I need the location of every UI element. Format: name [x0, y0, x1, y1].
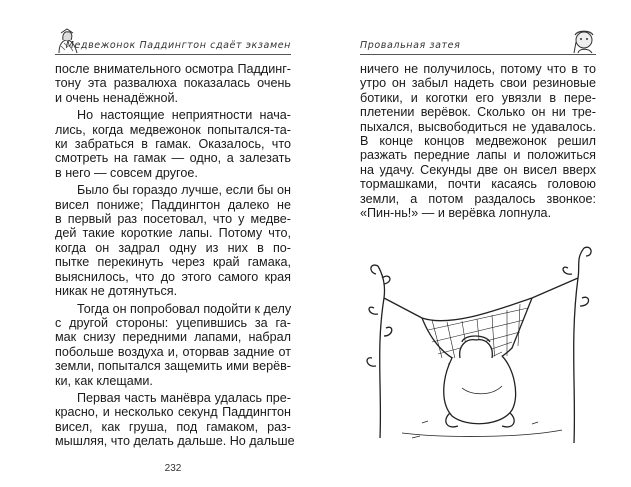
text-line: в него — совсем другое.: [55, 165, 198, 180]
running-header: [360, 30, 596, 55]
text-line: мак снизу передними лапами, набрал: [55, 330, 291, 345]
right-page: [360, 0, 596, 487]
page-text: [55, 62, 295, 452]
text-line: и очень ненадёжной.: [55, 90, 179, 105]
text-line: плетении верёвок. Сколько он ни тре-: [360, 105, 596, 120]
text-line: никак не дотянуться.: [55, 284, 178, 299]
bear-vignette-icon: [570, 28, 596, 54]
text-line: пыхался, высвободиться не удавалось.: [360, 119, 596, 134]
text-line: после внимательного осмотра Паддинг-: [55, 62, 291, 76]
text-line: когда он задрал одну из них в по-: [55, 240, 291, 255]
paragraph: [55, 183, 291, 298]
text-line: мышляя, что делать дальше. Но дальше: [55, 434, 295, 449]
text-line: на удачу. Секунды две он висел вверх: [360, 162, 596, 177]
text-line: висел пониже; Паддингтон далеко не: [55, 197, 291, 212]
text-line: с другой стороны: уцепившись за га-: [55, 315, 291, 330]
text-line: ничего не получилось, потому что в то: [360, 62, 596, 76]
paragraph: [55, 302, 291, 388]
text-line: ки, как клещами.: [55, 373, 153, 388]
text-line: разжать передние лапы и положиться: [360, 148, 596, 163]
paragraph: [55, 108, 291, 180]
text-line: В конце концов медвежонок решил: [360, 134, 596, 149]
text-line: смотреть на гамак — одно, а залезать: [55, 151, 291, 166]
paragraph: [55, 390, 295, 449]
paragraph: [360, 62, 596, 220]
running-head-title: Медвежонок Паддингтон сдаёт экзамен: [65, 40, 291, 51]
hammock-illustration: [362, 238, 594, 443]
text-line: земли, попытался защемить ими верёв-: [55, 359, 291, 374]
running-head-title: Провальная затея: [360, 40, 461, 51]
running-header: [55, 30, 291, 55]
page-text: [360, 62, 596, 223]
text-line: Но настоящие неприятности нача-: [77, 108, 291, 123]
text-line: лись, когда медвежонок попытался-та-: [55, 122, 291, 137]
text-line: красно, и несколько секунд Паддингтон: [55, 405, 291, 420]
text-line: тону эта развалюха показалась очень: [55, 76, 291, 91]
text-line: ки забраться в гамак. Оказалось, что: [55, 137, 291, 152]
text-line: висел, как груша, под гамаком, раз-: [55, 419, 291, 434]
page-number: 232: [164, 463, 182, 474]
text-line: ботики, и коготки его увязли в пере-: [360, 90, 596, 105]
text-line: земли, а потом раздалось звонкое:: [360, 191, 596, 206]
text-line: Первая часть манёвра удалась пре-: [77, 390, 291, 405]
text-line: в первый раз посетовал, что у медве-: [55, 212, 291, 227]
text-line: тормашками, почти касаясь головою: [360, 177, 596, 192]
text-line: Тогда он попробовал подойти к делу: [77, 301, 292, 316]
text-line: дей такие короткие лапы. Потому что,: [55, 226, 291, 241]
text-line: выяснилось, что до этого самого края: [55, 269, 291, 284]
paragraph: [55, 62, 291, 105]
text-line: побольше воздуха и, оторвав задние от: [55, 344, 291, 359]
text-line: Было бы гораздо лучше, если бы он: [77, 183, 291, 198]
text-line: утро он забыл надеть свои резиновые: [360, 76, 596, 91]
text-line: пытке перекинуть через край гамака,: [55, 255, 291, 270]
text-line: «Пин-нь!» — и верёвка лопнула.: [360, 206, 552, 221]
left-page: [55, 0, 295, 487]
